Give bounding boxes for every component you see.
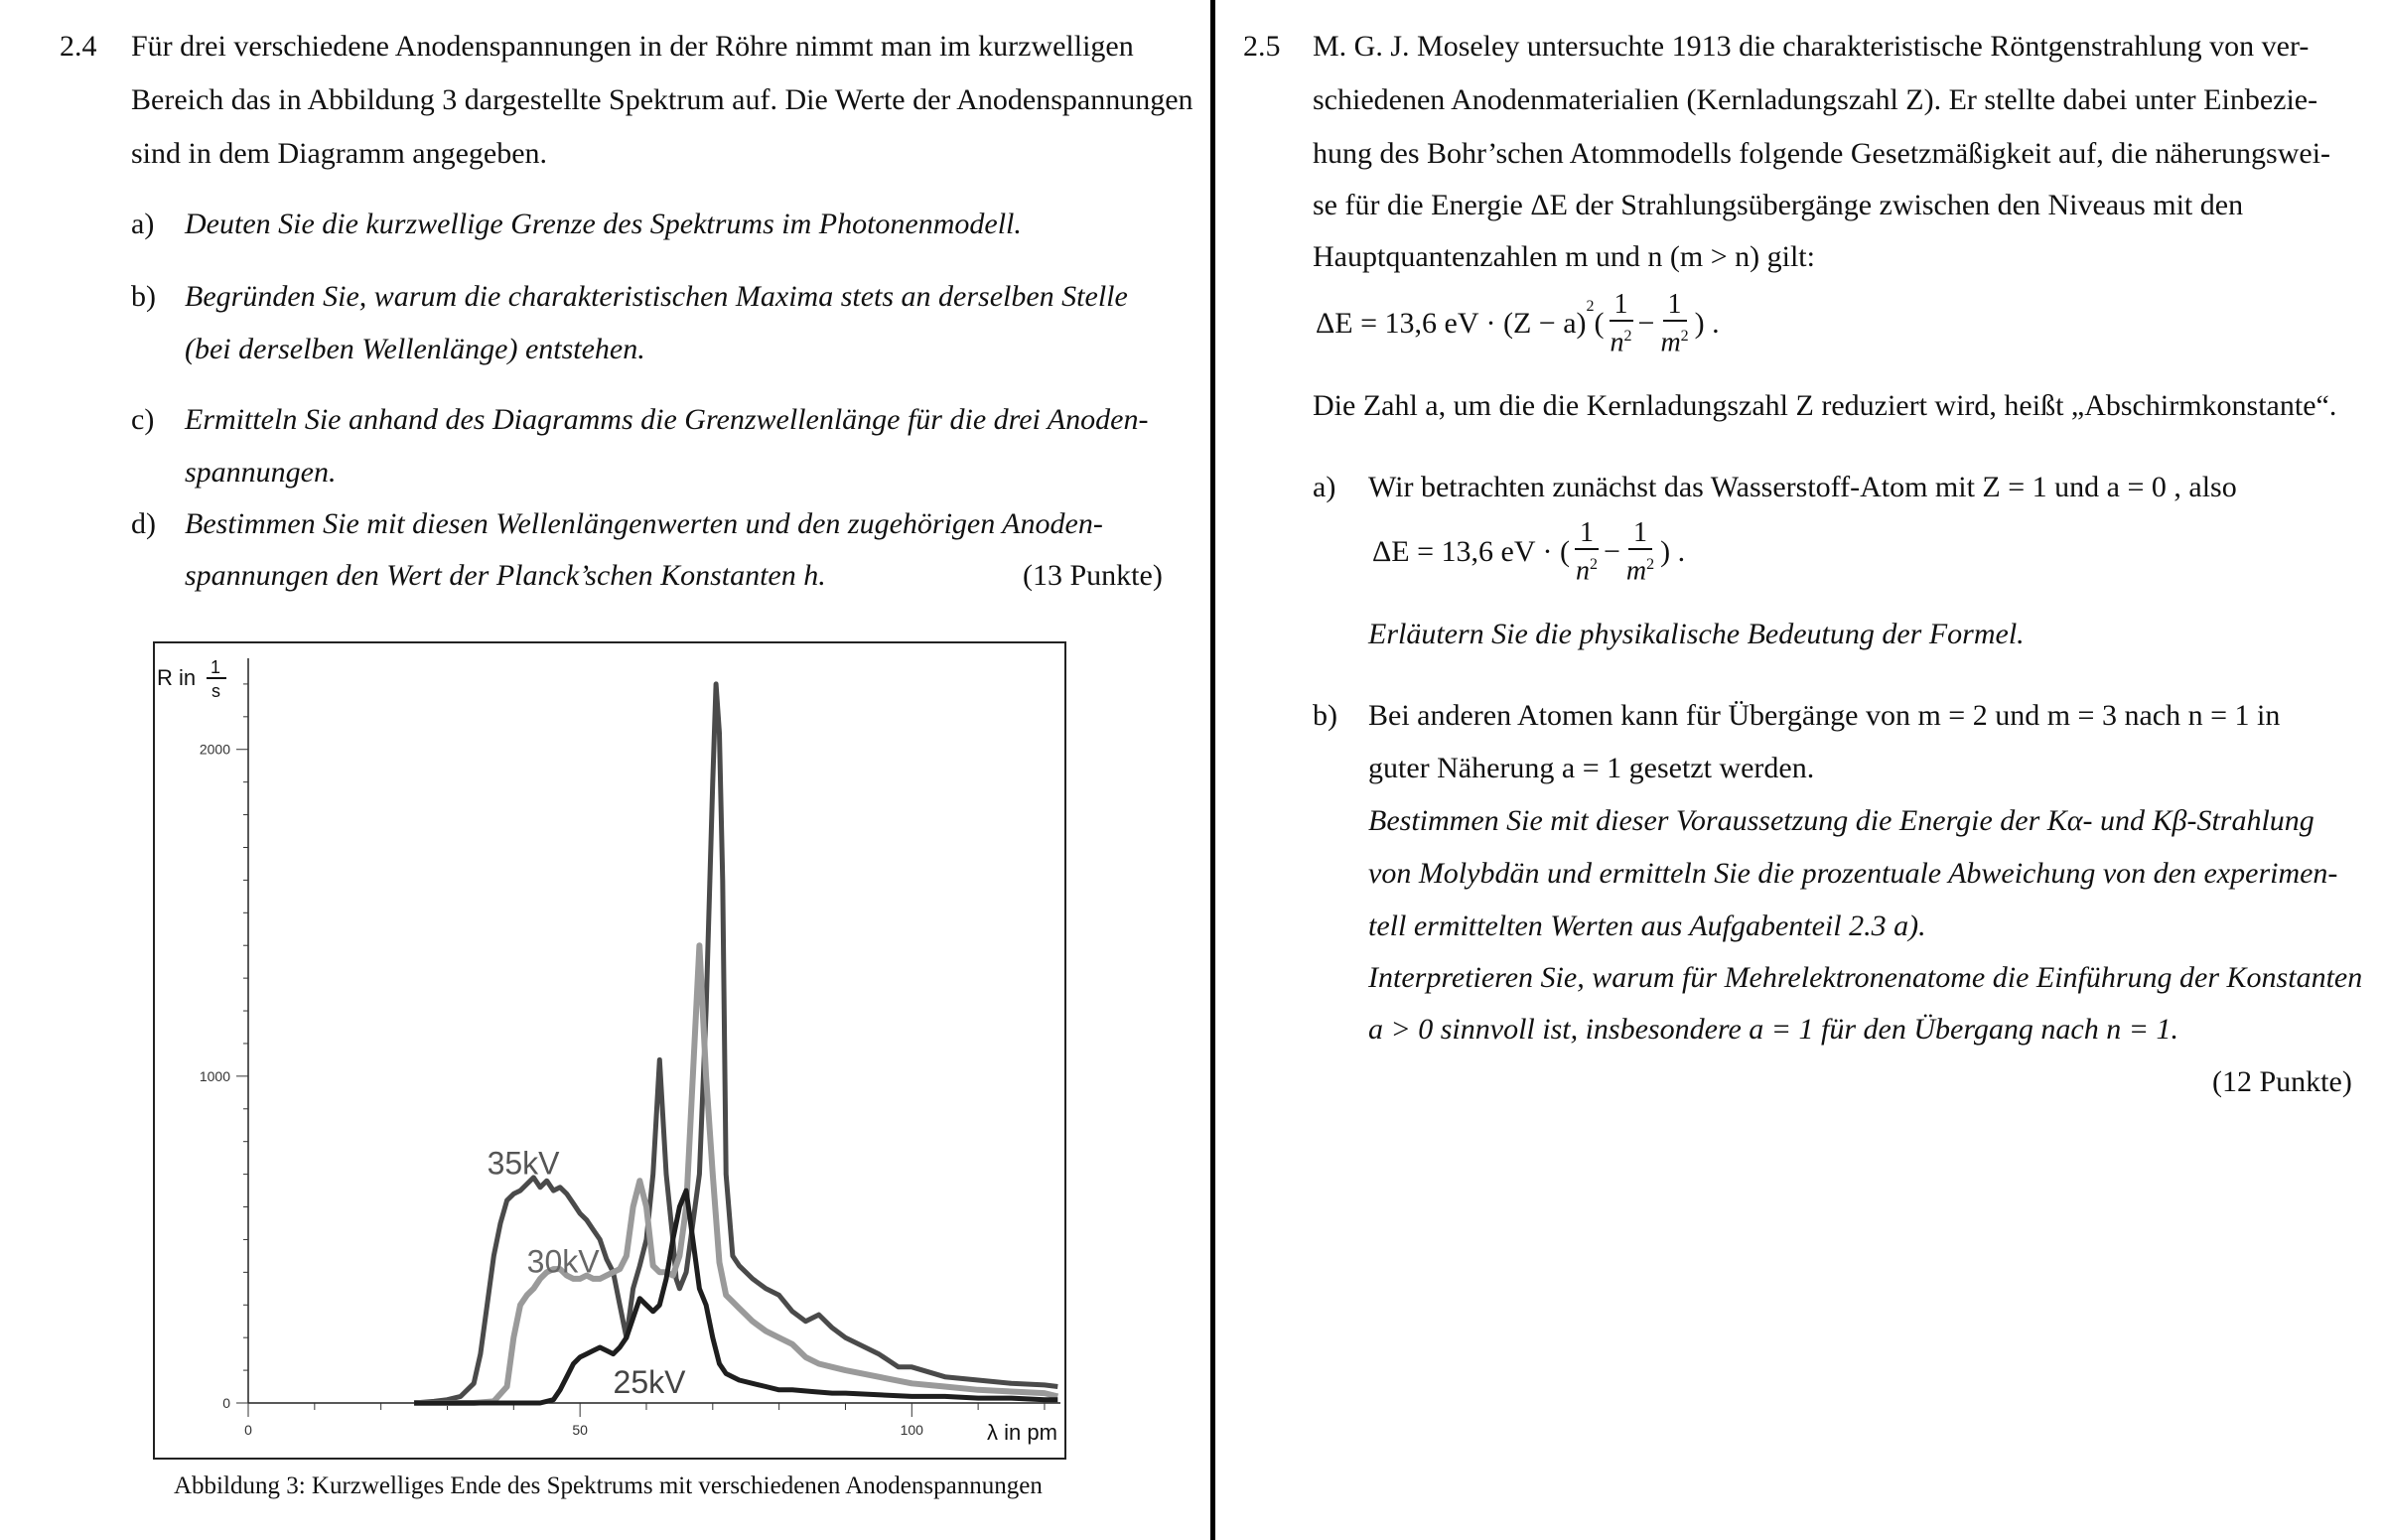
task-b-italic-3: tell ermittelten Werten aus Aufgabenteil 2.3 a). xyxy=(1368,910,1926,942)
figure-caption: Abbildung 3: Kurzwelliges Ende des Spektrums mit verschiedenen Anodenspannungen xyxy=(174,1472,1043,1499)
formula1-fraction-n: $\frac{1}{n^2}$ xyxy=(1610,289,1632,358)
moseley-line-5: Hauptquantenzahlen m und n (m > n) gilt: xyxy=(1313,240,1815,273)
item-c-line-1: Ermitteln Sie anhand des Diagramms die Grenzwellenlänge für die drei Anoden- xyxy=(185,403,1149,436)
formula1-num1: 1 xyxy=(1610,290,1633,322)
column-divider xyxy=(1210,0,1215,1540)
series-annotation-35kV: 35kV xyxy=(487,1145,560,1182)
intro-line-1: Für drei verschiedene Anodenspannungen in der Röhre nimmt man im kurzwelligen xyxy=(131,30,1134,63)
y-tick-label: 1000 xyxy=(199,1067,230,1084)
item-b-line-1: Begründen Sie, warum die charakteristischen Maxima stets an derselben Stelle xyxy=(185,280,1128,313)
formula2-fraction-m: $\frac{1}{m^2}$ xyxy=(1625,517,1655,587)
x-axis-label: λ in pm xyxy=(987,1420,1057,1445)
formula1-den2: m xyxy=(1660,327,1681,358)
formula2-lhs: ΔE = 13,6 eV · ( xyxy=(1372,535,1570,569)
formula1-close: ) . xyxy=(1694,307,1720,341)
formula1-lhs: ΔE = 13,6 eV · (Z − a) xyxy=(1316,307,1587,341)
formula1-fraction-m: $\frac{1}{m^2}$ xyxy=(1660,289,1689,358)
item-c-line-2: spannungen. xyxy=(185,456,337,489)
x-tick-label: 100 xyxy=(900,1422,923,1438)
formula1-square: 2 xyxy=(1586,298,1595,315)
task-b-italic-4: Interpretieren Sie, warum für Mehrelektronenatome die Einführung der Konstanten xyxy=(1368,961,2363,994)
task-b-italic-5: a > 0 sinnvoll ist, insbesondere a = 1 für den Übergang nach n = 1. xyxy=(1368,1013,2178,1046)
task-b-italic-2: von Molybdän und ermitteln Sie die prozentuale Abweichung von den experimen- xyxy=(1368,857,2338,890)
task-a-label: a) xyxy=(1313,471,1336,503)
formula2-den1: n xyxy=(1575,555,1590,587)
moseley-line-2: schiedenen Anodenmaterialien (Kernladungszahl Z). Er stellte dabei unter Einbezie- xyxy=(1313,83,2318,116)
item-d-line-1: Bestimmen Sie mit diesen Wellenlängenwerten und den zugehörigen Anoden- xyxy=(185,507,1103,540)
formula1-den1: n xyxy=(1610,327,1624,358)
item-c-label: c) xyxy=(131,403,155,436)
formula2-fraction-n: $\frac{1}{n^2}$ xyxy=(1575,517,1598,587)
moseley-line-3: hung des Bohr’schen Atommodells folgende Gesetzmäßigkeit auf, die näherungswei- xyxy=(1313,137,2331,170)
y-tick-label: 2000 xyxy=(199,741,230,758)
formula2-num1: 1 xyxy=(1575,518,1599,550)
y-axis-label-prefix: R in xyxy=(157,665,197,690)
section-number-2-4: 2.4 xyxy=(60,30,97,63)
formula1-num2: 1 xyxy=(1663,290,1687,322)
y-axis-label-numerator: 1 xyxy=(210,657,221,677)
section-number-2-5: 2.5 xyxy=(1243,30,1281,63)
formula1-open: ( xyxy=(1594,307,1605,341)
item-d-line-2: spannungen den Wert der Planck’schen Konstanten h. xyxy=(185,559,826,592)
formula2-minus: − xyxy=(1603,535,1620,569)
moseley-line-4: se für die Energie ΔE der Strahlungsübergänge zwischen den Niveaus mit den xyxy=(1313,189,2244,221)
points-right: (12 Punkte) xyxy=(2212,1065,2352,1098)
formula2-den2: m xyxy=(1625,555,1647,587)
moseley-line-1: M. G. J. Moseley untersuchte 1913 die charakteristische Röntgenstrahlung von ver- xyxy=(1313,30,2310,63)
y-tick-label: 0 xyxy=(222,1395,230,1411)
x-tick-label: 50 xyxy=(572,1422,588,1438)
task-a-line: Wir betrachten zunächst das Wasserstoff-Atom mit Z = 1 und a = 0 , also xyxy=(1368,471,2237,503)
x-tick-label: 0 xyxy=(244,1422,252,1438)
series-annotation-30kV: 30kV xyxy=(526,1243,600,1280)
moseley-formula xyxy=(1316,290,1720,357)
item-a-text: Deuten Sie die kurzwellige Grenze des Spektrums im Photonenmodell. xyxy=(185,208,1022,240)
spectrum-chart-svg xyxy=(155,643,1064,1458)
points-left: (13 Punkte) xyxy=(1023,559,1163,592)
task-a-question: Erläutern Sie die physikalische Bedeutung der Formel. xyxy=(1368,618,2025,650)
item-a-label: a) xyxy=(131,208,155,240)
item-b-label: b) xyxy=(131,280,156,313)
item-d-label: d) xyxy=(131,507,156,540)
item-b-line-2: (bei derselben Wellenlänge) entstehen. xyxy=(185,333,645,365)
task-b-line-1: Bei anderen Atomen kann für Übergänge von m = 2 und m = 3 nach n = 1 in xyxy=(1368,699,2281,732)
abschirm-line: Die Zahl a, um die die Kernladungszahl Z reduziert wird, heißt „Abschirmkonstante“. xyxy=(1313,389,2337,422)
spectrum-chart xyxy=(153,641,1066,1460)
formula2-num2: 1 xyxy=(1628,518,1652,550)
task-b-label: b) xyxy=(1313,699,1337,732)
formula1-minus: − xyxy=(1637,307,1655,341)
task-b-line-2: guter Näherung a = 1 gesetzt werden. xyxy=(1368,752,1815,784)
intro-line-2: Bereich das in Abbildung 3 dargestellte Spektrum auf. Die Werte der Anodenspannungen xyxy=(131,83,1193,116)
series-annotation-25kV: 25kV xyxy=(613,1364,686,1401)
formula2-close: ) . xyxy=(1660,535,1686,569)
task-b-italic-1: Bestimmen Sie mit dieser Voraussetzung die Energie der Kα- und Kβ-Strahlung xyxy=(1368,804,2314,837)
series-line-35kV xyxy=(414,684,1057,1403)
hydrogen-formula xyxy=(1372,518,1685,586)
y-axis-label-denominator: s xyxy=(211,681,220,701)
intro-line-3: sind in dem Diagramm angegeben. xyxy=(131,137,548,170)
